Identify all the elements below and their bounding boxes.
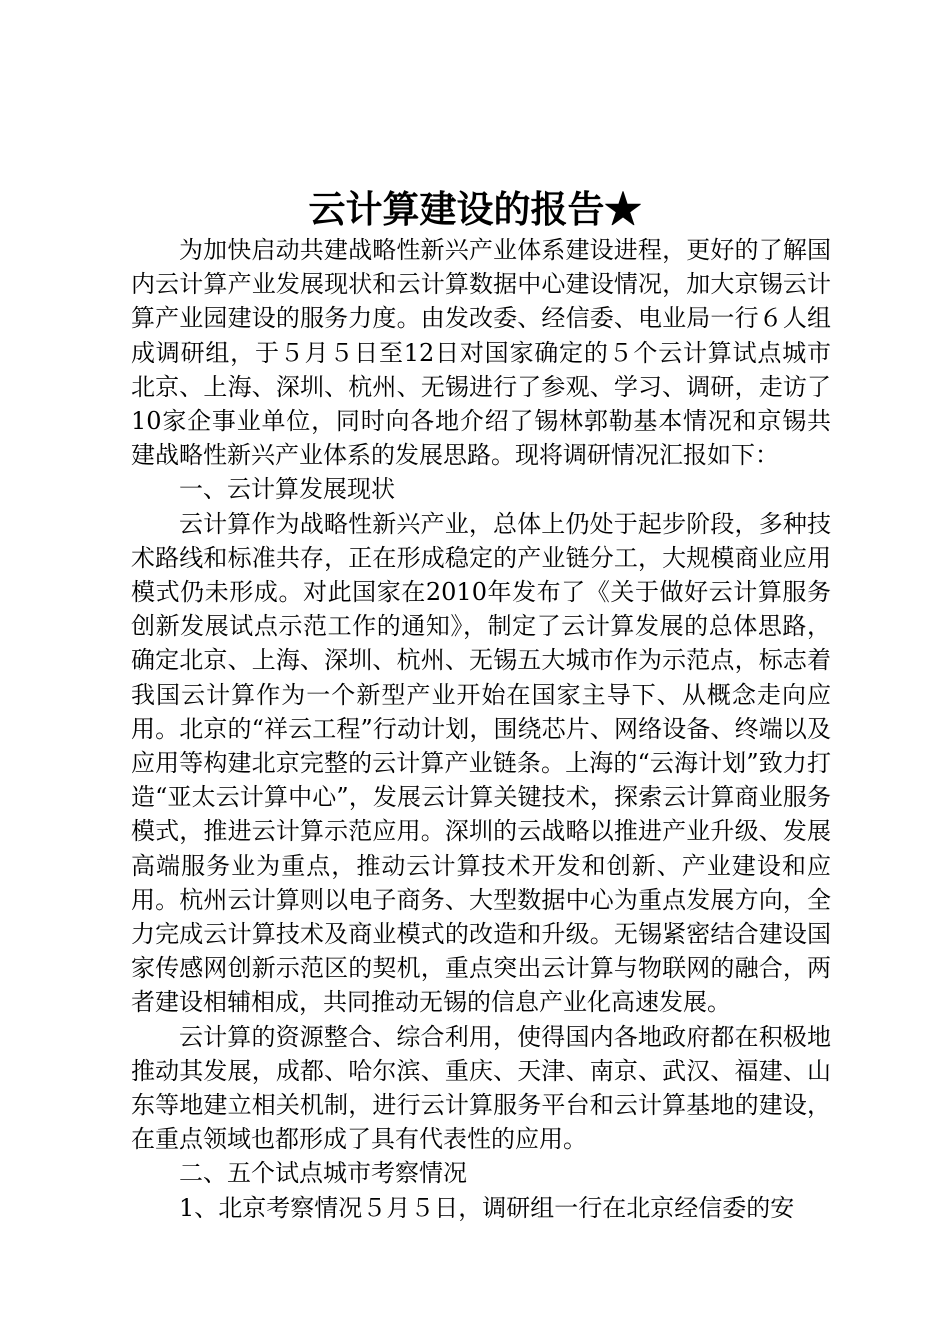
status-paragraph: 云计算作为战略性新兴产业，总体上仍处于起步阶段，多种技术路线和标准共存，正在形成稳定的产业链分工，大规模商业应用模式仍未形成。对此国家在2010年发布了《关于做好云计算服务创新发展试点示范工作的通知》，制定了云计算发展的总体思路，确定北京、上海、深圳、杭州、无锡五大城市作为示范点，标志着我国云计算作为一个新型产业开始在国家主导下、从概念走向应用。北京的“祥云工程”行动计划，围绕芯片、网络设备、终端以及应用等构建北京完整的云计算产业链条。上海的“云海计划”致力打造“亚太云计算中心”，发展云计算关键技术，探索云计算商业服务模式，推进云计算示范应用。深圳的云战略以推进产业升级、发展高端服务业为重点，推动云计算技术开发和创新、产业建设和应用。杭州云计算则以电子商务、大型数据中心为重点发展方向，全力完成云计算技术及商业模式的改造和升级。无锡紧密结合建设国家传感网创新示范区的契机，重点突出云计算与物联网的融合，两者建设相辅相成，共同推动无锡的信息产业化高速发展。 — [131, 509, 831, 1017]
section-heading-2: 二、五个试点城市考察情况 — [179, 1159, 467, 1188]
intro-paragraph: 为加快启动共建战略性新兴产业体系建设进程，更好的了解国内云计算产业发展现状和云计算数据中心建设情况，加大京锡云计算产业园建设的服务力度。由发改委、经信委、电业局一行６人组成调研组，于５月５日至12日对国家确定的５个云计算试点城市北京、上海、深圳、杭州、无锡进行了参观、学习、调研，走访了10家企事业单位，同时向各地介绍了锡林郭勒基本情况和京锡共建战略性新兴产业体系的发展思路。现将调研情况汇报如下： — [131, 236, 831, 470]
document-title: 云计算建设的报告★ — [308, 187, 642, 231]
resources-paragraph: 云计算的资源整合、综合利用，使得国内各地政府都在积极地推动其发展，成都、哈尔滨、重庆、天津、南京、武汉、福建、山东等地建立相关机制，进行云计算服务平台和云计算基地的建设，在重点领域也都形成了具有代表性的应用。 — [131, 1022, 831, 1154]
beijing-paragraph: 1、北京考察情况５月５日，调研组一行在北京经信委的安 — [179, 1193, 795, 1222]
document-body — [131, 233, 831, 1225]
section-heading-1: 一、云计算发展现状 — [179, 475, 395, 504]
